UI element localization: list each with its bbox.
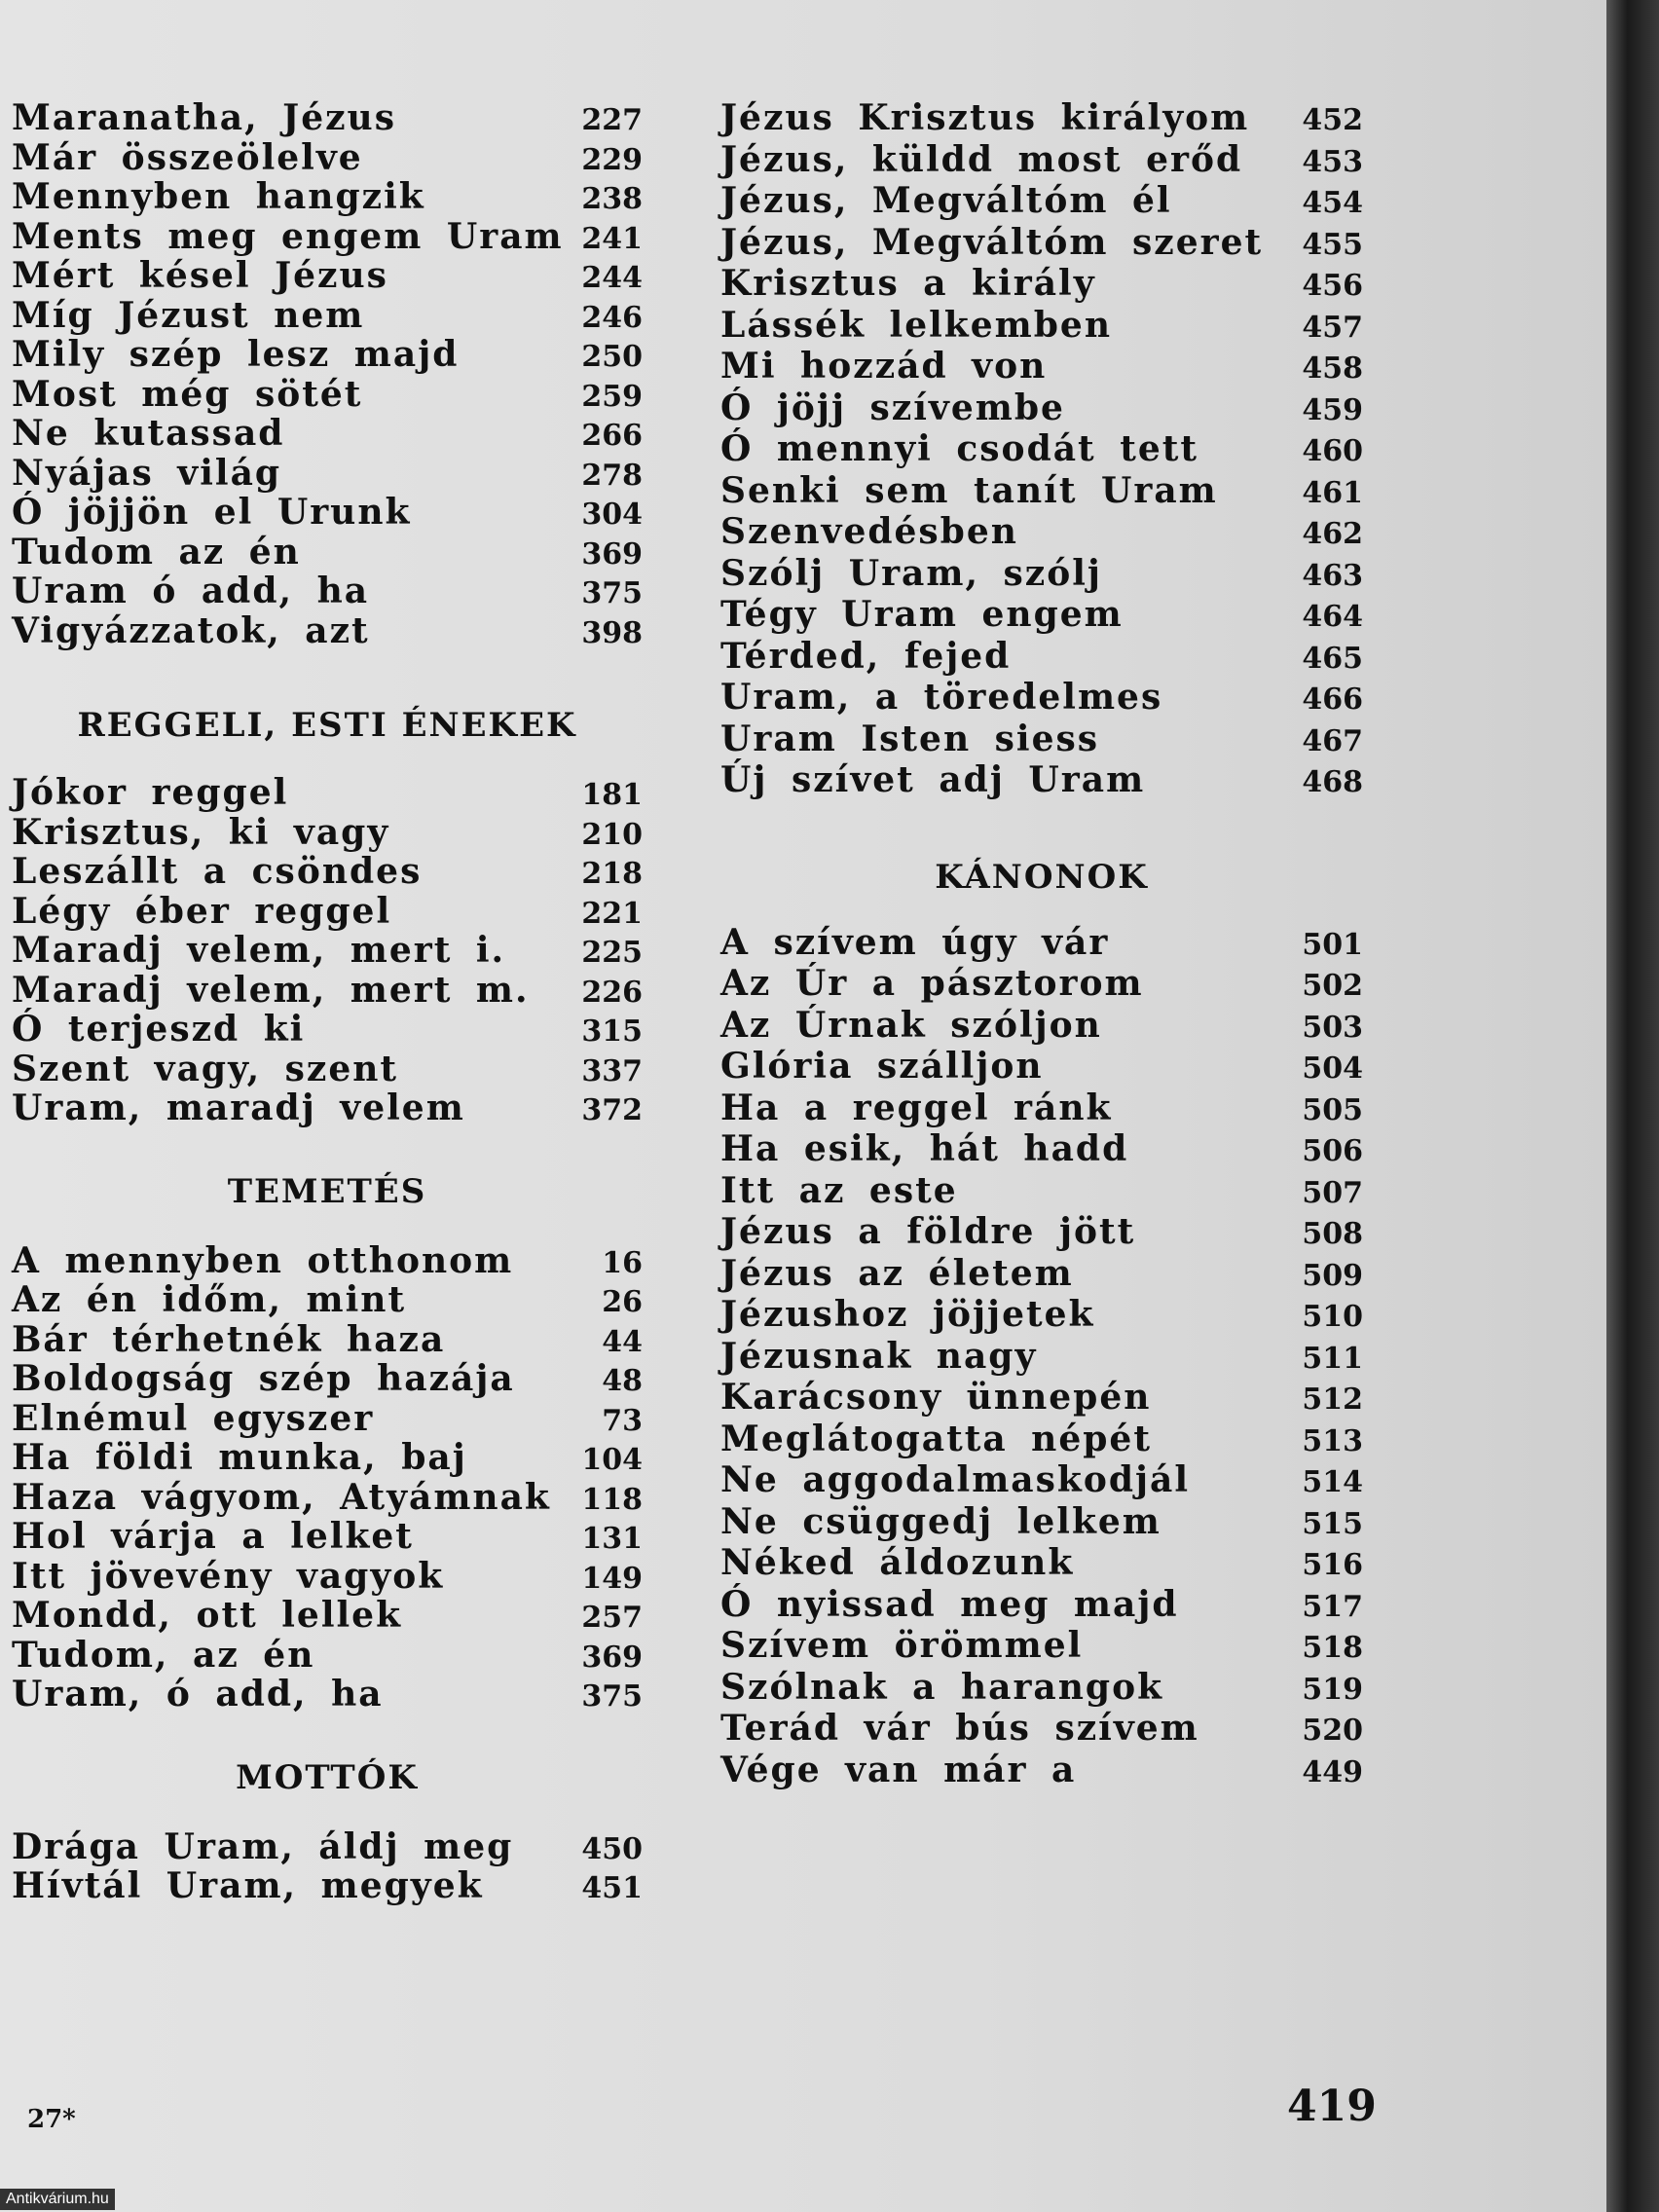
- hymn-number: 372: [581, 1093, 643, 1127]
- index-entry: [12, 1477, 643, 1517]
- hymn-title: Ó terjeszd ki: [12, 1009, 306, 1050]
- hymn-title: Szólnak a harangok: [720, 1666, 1164, 1708]
- hymn-number: 451: [581, 1871, 643, 1905]
- hymn-number: 375: [581, 576, 643, 610]
- index-entry: [720, 1750, 1363, 1791]
- hymn-number: 460: [1302, 434, 1363, 468]
- index-entry: [12, 1049, 643, 1088]
- index-entry: [720, 553, 1363, 595]
- index-entry: [720, 1377, 1363, 1419]
- index-entry: [720, 1128, 1363, 1170]
- index-entry: [12, 1826, 643, 1866]
- index-entry: [12, 1556, 643, 1596]
- hymn-number: 257: [581, 1601, 643, 1635]
- index-entry: [720, 759, 1363, 801]
- hymn-title: Néked áldozunk: [720, 1542, 1075, 1583]
- index-entry: [12, 1358, 643, 1398]
- hymn-number: 26: [602, 1285, 643, 1319]
- hymn-title: Szólj Uram, szólj: [720, 552, 1102, 594]
- hymn-title: Az Úrnak szóljon: [720, 1004, 1102, 1046]
- index-entry: [12, 1516, 643, 1556]
- hymn-number: 516: [1302, 1548, 1363, 1582]
- index-entry: [720, 97, 1363, 139]
- index-entry: [720, 1005, 1363, 1047]
- index-entry: [12, 1635, 643, 1675]
- hymn-number: 104: [581, 1443, 643, 1477]
- index-entry: [720, 1419, 1363, 1460]
- hymn-number: 16: [602, 1245, 643, 1280]
- index-entry: [12, 1240, 643, 1280]
- index-entry: [720, 636, 1363, 678]
- hymn-number: 369: [581, 1640, 643, 1675]
- index-entry: [12, 1674, 643, 1714]
- index-entry: [720, 1088, 1363, 1129]
- hymn-title: Bár térhetnék haza: [12, 1318, 446, 1360]
- hymn-title: Az Úr a pásztorom: [720, 963, 1144, 1004]
- hymn-title: Uram, ó add, ha: [12, 1674, 384, 1714]
- hymn-title: Uram, maradj velem: [12, 1088, 465, 1128]
- hymn-number: 468: [1302, 765, 1363, 799]
- hymn-number: 259: [581, 379, 643, 414]
- hymn-title: Tégy Uram engem: [720, 594, 1124, 635]
- index-entry: [12, 413, 643, 453]
- hymn-number: 455: [1302, 227, 1363, 262]
- hymn-title: Jézus, küldd most erőd: [720, 138, 1243, 180]
- index-entry: [720, 594, 1363, 636]
- hymn-number: 226: [581, 975, 643, 1010]
- hymn-number: 461: [1302, 475, 1363, 510]
- hymn-number: 278: [581, 458, 643, 493]
- hymn-title: Jézus az életem: [720, 1252, 1074, 1294]
- hymn-title: Mért késel Jézus: [12, 255, 388, 296]
- index-entry: [12, 97, 643, 137]
- index-entry: [12, 1279, 643, 1319]
- hymn-title: Lássék lelkemben: [720, 304, 1112, 346]
- hymn-number: 454: [1302, 186, 1363, 220]
- hymn-number: 375: [581, 1679, 643, 1714]
- hymn-number: 241: [581, 221, 643, 256]
- index-entry: [720, 1584, 1363, 1626]
- index-entry: [12, 970, 643, 1010]
- hymn-title: Drága Uram, áldj meg: [12, 1825, 514, 1867]
- hymn-number: 315: [581, 1014, 643, 1049]
- index-entry: [720, 963, 1363, 1005]
- hymn-title: Ha a reggel ránk: [720, 1087, 1113, 1128]
- hymn-title: Leszállt a csöndes: [12, 851, 423, 892]
- hymn-title: Jókor reggel: [12, 772, 289, 813]
- hymn-title: Elnémul egyszer: [12, 1397, 375, 1439]
- hymn-number: 246: [581, 300, 643, 335]
- hymn-number: 519: [1302, 1672, 1363, 1707]
- temetes-list: [12, 1240, 643, 1714]
- hymn-number: 304: [581, 498, 643, 532]
- hymn-number: 503: [1302, 1010, 1363, 1045]
- hymn-number: 517: [1302, 1589, 1363, 1624]
- hymn-title: Nyájas világ: [12, 452, 282, 494]
- hymn-number: 73: [602, 1403, 643, 1438]
- index-entry: [720, 1253, 1363, 1295]
- hymn-number: 466: [1302, 682, 1363, 717]
- hymn-number: 506: [1302, 1134, 1363, 1168]
- index-entry: [12, 812, 643, 852]
- hymn-number: 520: [1302, 1714, 1363, 1748]
- heading-reggeli-esti: REGGELI, ESTI ÉNEKEK: [77, 706, 577, 745]
- hymn-title: Hol várja a lelket: [12, 1516, 414, 1557]
- index-entry: [720, 511, 1363, 553]
- hymn-number: 462: [1302, 517, 1363, 551]
- index-entry: [720, 222, 1363, 264]
- index-entry: [12, 1865, 643, 1905]
- hymn-title: Ne kutassad: [12, 413, 285, 454]
- hymn-title: Glória szálljon: [720, 1046, 1044, 1087]
- hymn-title: Tudom, az én: [12, 1634, 315, 1676]
- index-entry: [12, 216, 643, 256]
- index-entry: [12, 1319, 643, 1359]
- left-top-list: [12, 97, 643, 649]
- hymn-title: Itt jövevény vagyok: [12, 1555, 445, 1597]
- hymn-number: 510: [1302, 1300, 1363, 1334]
- index-entry: [12, 255, 643, 295]
- hymn-number: 229: [581, 142, 643, 177]
- hymn-title: Jézushoz jöjjetek: [720, 1294, 1095, 1335]
- hymn-title: Vigyázzatok, azt: [12, 609, 370, 651]
- hymn-number: 118: [581, 1482, 643, 1517]
- index-entry: [720, 387, 1363, 429]
- hymn-title: Mennyben hangzik: [12, 176, 425, 217]
- index-entry: [720, 470, 1363, 512]
- hymn-title: Szent vagy, szent: [12, 1048, 399, 1089]
- hymn-title: A szívem úgy vár: [720, 921, 1110, 963]
- hymn-title: Senki sem tanít Uram: [720, 469, 1218, 511]
- hymn-number: 218: [581, 857, 643, 891]
- hymn-number: 509: [1302, 1258, 1363, 1293]
- index-entry: [720, 428, 1363, 470]
- index-entry: [720, 305, 1363, 347]
- hymn-title: Uram Isten siess: [720, 718, 1100, 759]
- hymn-title: Jézus, Megváltóm szeret: [720, 221, 1264, 263]
- index-entry: [720, 1667, 1363, 1709]
- hymn-title: Mi hozzád von: [720, 346, 1048, 387]
- hymn-title: Hívtál Uram, megyek: [12, 1865, 484, 1906]
- index-entry: [720, 1211, 1363, 1253]
- index-entry: [720, 1170, 1363, 1212]
- index-entry: [12, 1398, 643, 1438]
- hymn-number: 48: [602, 1364, 643, 1398]
- hymn-title: Tudom az én: [12, 531, 301, 572]
- index-entry: [720, 1294, 1363, 1336]
- page-number: 419: [1287, 2082, 1377, 2131]
- left-column: [12, 97, 643, 1905]
- index-entry: [720, 180, 1363, 222]
- index-entry: [720, 1046, 1363, 1088]
- hymn-title: Szenvedésben: [720, 511, 1018, 552]
- hymn-number: 398: [581, 615, 643, 650]
- hymn-title: Uram ó add, ha: [12, 571, 370, 611]
- index-entry: [12, 891, 643, 931]
- index-entry: [12, 532, 643, 571]
- hymn-title: Meglátogatta népét: [720, 1418, 1152, 1459]
- hymn-number: 514: [1302, 1465, 1363, 1499]
- index-entry: [720, 1501, 1363, 1543]
- index-entry: [720, 263, 1363, 305]
- hymn-number: 456: [1302, 269, 1363, 303]
- hymn-title: Már összeölelve: [12, 136, 363, 178]
- hymn-number: 458: [1302, 351, 1363, 386]
- hymn-number: 149: [581, 1561, 643, 1596]
- hymn-number: 464: [1302, 600, 1363, 634]
- hymn-title: Jézus, Megváltóm él: [720, 180, 1172, 221]
- kanonok-list: [720, 922, 1363, 1791]
- hymn-number: 511: [1302, 1341, 1363, 1376]
- book-spine-edge: [1606, 0, 1659, 2212]
- index-entry: [12, 137, 643, 177]
- hymn-title: Itt az este: [720, 1169, 958, 1211]
- hymn-number: 131: [581, 1522, 643, 1556]
- heading-temetes: TEMETÉS: [227, 1171, 427, 1211]
- hymn-number: 225: [581, 936, 643, 970]
- hymn-number: 507: [1302, 1175, 1363, 1210]
- index-entry: [12, 930, 643, 970]
- hymn-title: Karácsony ünnepén: [720, 1377, 1152, 1418]
- hymn-number: 518: [1302, 1631, 1363, 1665]
- hymn-number: 467: [1302, 723, 1363, 758]
- index-entry: [12, 374, 643, 414]
- hymn-number: 227: [581, 103, 643, 137]
- hymn-number: 238: [581, 182, 643, 216]
- hymn-title: Uram, a töredelmes: [720, 677, 1163, 718]
- index-entry: [720, 922, 1363, 964]
- hymn-title: Maradj velem, mert m.: [12, 969, 530, 1011]
- index-entry: [720, 1336, 1363, 1378]
- hymn-number: 508: [1302, 1217, 1363, 1251]
- heading-mottok: MOTTÓK: [236, 1757, 419, 1797]
- hymn-number: 453: [1302, 144, 1363, 179]
- hymn-title: Jézus a földre jött: [720, 1211, 1136, 1252]
- index-entry: [12, 1009, 643, 1049]
- hymn-title: Terád vár bús szívem: [720, 1708, 1199, 1749]
- hymn-title: Térded, fejed: [720, 635, 1012, 677]
- hymn-number: 515: [1302, 1506, 1363, 1541]
- hymn-number: 465: [1302, 641, 1363, 676]
- right-top-list: [720, 97, 1363, 801]
- hymn-number: 463: [1302, 558, 1363, 593]
- index-entry: [12, 334, 643, 374]
- hymn-title: A mennyben otthonom: [12, 1239, 514, 1281]
- hymn-title: Maranatha, Jézus: [12, 97, 396, 138]
- hymn-number: 504: [1302, 1051, 1363, 1086]
- index-entry: [12, 772, 643, 812]
- index-entry: [12, 295, 643, 335]
- index-entry: [12, 492, 643, 532]
- index-entry: [12, 453, 643, 493]
- index-entry: [720, 1459, 1363, 1501]
- hymn-title: Vége van már a: [720, 1749, 1077, 1790]
- hymn-number: 501: [1302, 927, 1363, 962]
- hymn-title: Ha esik, hát hadd: [720, 1128, 1129, 1169]
- hymn-title: Ó jöjj szívembe: [720, 387, 1065, 428]
- hymn-title: Ments meg engem Uram: [12, 215, 564, 257]
- hymn-number: 44: [602, 1324, 643, 1359]
- hymn-title: Új szívet adj Uram: [720, 759, 1146, 800]
- right-column: [720, 97, 1363, 1790]
- index-entry: [12, 1437, 643, 1477]
- hymn-title: Szívem örömmel: [720, 1625, 1084, 1666]
- hymn-number: 250: [581, 340, 643, 374]
- index-entry: [720, 139, 1363, 181]
- hymn-title: Boldogság szép hazája: [12, 1358, 515, 1399]
- hymn-number: 457: [1302, 310, 1363, 345]
- hymn-title: Ha földi munka, baj: [12, 1437, 467, 1478]
- index-entry: [12, 571, 643, 610]
- hymn-title: Légy éber reggel: [12, 890, 392, 932]
- hymn-number: 450: [581, 1831, 643, 1866]
- index-entry: [12, 176, 643, 216]
- index-entry: [720, 1708, 1363, 1750]
- reggeli-list: [12, 772, 643, 1127]
- hymn-number: 513: [1302, 1423, 1363, 1458]
- hymn-number: 505: [1302, 1092, 1363, 1127]
- hymn-title: Ne csüggedj lelkem: [720, 1500, 1161, 1542]
- hymn-number: 210: [581, 817, 643, 852]
- hymn-title: Mily szép lesz majd: [12, 334, 460, 375]
- index-entry: [720, 719, 1363, 760]
- hymn-title: Jézusnak nagy: [720, 1335, 1038, 1377]
- hymn-title: Krisztus, ki vagy: [12, 811, 390, 853]
- hymn-title: Mondd, ott lellek: [12, 1595, 403, 1636]
- index-entry: [12, 1088, 643, 1127]
- hymn-title: Krisztus a király: [720, 263, 1096, 304]
- index-entry: [12, 610, 643, 650]
- hymn-number: 512: [1302, 1382, 1363, 1417]
- index-entry: [720, 346, 1363, 387]
- hymn-title: Most még sötét: [12, 373, 363, 415]
- hymn-title: Míg Jézust nem: [12, 294, 365, 336]
- printer-signature-mark: 27*: [27, 2105, 76, 2134]
- mottok-list: [12, 1826, 643, 1905]
- hymn-title: Az én időm, mint: [12, 1279, 407, 1320]
- index-entry: [12, 1595, 643, 1635]
- hymn-number: 266: [581, 419, 643, 453]
- hymn-number: 337: [581, 1053, 643, 1088]
- hymn-title: Haza vágyom, Atyámnak: [12, 1476, 551, 1518]
- heading-kanonok: KÁNONOK: [935, 857, 1149, 897]
- index-entry: [12, 851, 643, 891]
- hymn-number: 369: [581, 536, 643, 571]
- hymn-number: 459: [1302, 392, 1363, 427]
- hymn-number: 452: [1302, 103, 1363, 137]
- hymn-number: 181: [581, 778, 643, 812]
- hymn-number: 244: [581, 261, 643, 295]
- hymn-title: Ne aggodalmaskodjál: [720, 1459, 1191, 1500]
- hymn-title: Jézus Krisztus királyom: [720, 97, 1250, 138]
- index-entry: [720, 1625, 1363, 1667]
- hymn-number: 449: [1302, 1754, 1363, 1789]
- index-entry: [720, 1542, 1363, 1584]
- hymn-number: 221: [581, 896, 643, 931]
- hymn-title: Ó jöjjön el Urunk: [12, 492, 412, 533]
- hymn-title: Ó nyissad meg majd: [720, 1583, 1179, 1625]
- index-entry: [720, 677, 1363, 719]
- watermark: Antikvárium.hu: [0, 2189, 115, 2210]
- hymn-title: Ó mennyi csodát tett: [720, 428, 1199, 469]
- hymn-title: Maradj velem, mert i.: [12, 930, 506, 971]
- hymn-number: 502: [1302, 969, 1363, 1003]
